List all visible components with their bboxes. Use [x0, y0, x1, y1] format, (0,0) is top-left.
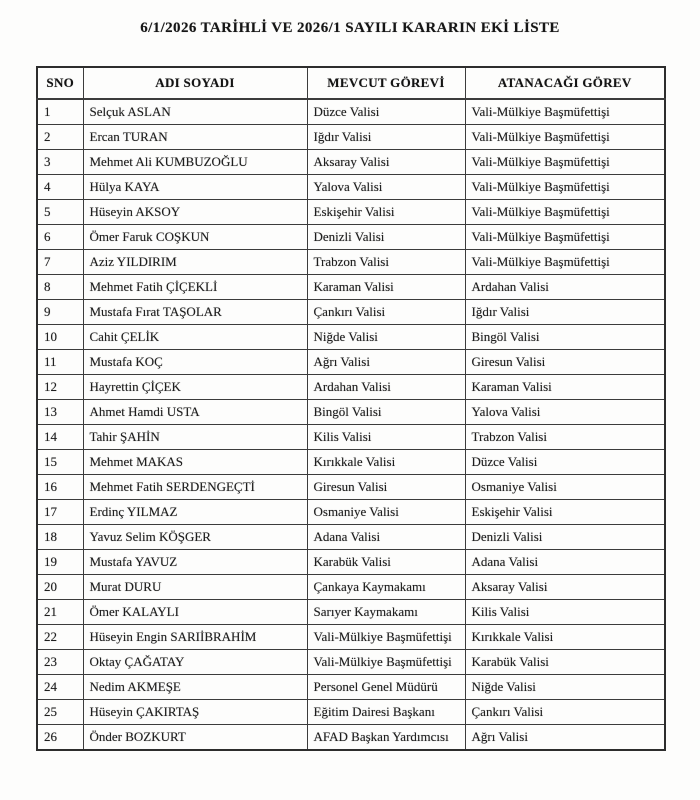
- current-role-cell: Kilis Valisi: [307, 425, 465, 450]
- name-cell: Mehmet MAKAS: [83, 450, 307, 475]
- name-cell: Hüseyin AKSOY: [83, 200, 307, 225]
- table-row: [37, 550, 665, 575]
- assigned-role-cell: Osmaniye Valisi: [465, 475, 665, 500]
- assigned-role-cell: Kilis Valisi: [465, 600, 665, 625]
- current-role-cell: Yalova Valisi: [307, 175, 465, 200]
- row-number-cell: 2: [37, 125, 83, 150]
- assigned-role-cell: Niğde Valisi: [465, 675, 665, 700]
- name-cell: Mehmet Ali KUMBUZOĞLU: [83, 150, 307, 175]
- name-cell: Mustafa KOÇ: [83, 350, 307, 375]
- row-number-cell: 22: [37, 625, 83, 650]
- current-role-cell: Vali-Mülkiye Başmüfettişi: [307, 650, 465, 675]
- table-row: [37, 175, 665, 200]
- assigned-role-cell: Iğdır Valisi: [465, 300, 665, 325]
- name-cell: Tahir ŞAHİN: [83, 425, 307, 450]
- name-cell: Hüseyin ÇAKIRTAŞ: [83, 700, 307, 725]
- current-role-cell: Ağrı Valisi: [307, 350, 465, 375]
- current-role-cell: Karabük Valisi: [307, 550, 465, 575]
- table-row: [37, 150, 665, 175]
- table-row: [37, 275, 665, 300]
- current-role-cell: Sarıyer Kaymakamı: [307, 600, 465, 625]
- table-row: [37, 450, 665, 475]
- row-number-cell: 3: [37, 150, 83, 175]
- name-cell: Murat DURU: [83, 575, 307, 600]
- name-cell: Ahmet Hamdi USTA: [83, 400, 307, 425]
- row-number-cell: 25: [37, 700, 83, 725]
- assigned-role-cell: Vali-Mülkiye Başmüfettişi: [465, 125, 665, 150]
- row-number-cell: 20: [37, 575, 83, 600]
- assigned-role-cell: Düzce Valisi: [465, 450, 665, 475]
- name-cell: Ömer KALAYLI: [83, 600, 307, 625]
- table-row: [37, 500, 665, 525]
- assigned-role-cell: Bingöl Valisi: [465, 325, 665, 350]
- row-number-cell: 26: [37, 725, 83, 751]
- name-cell: Hülya KAYA: [83, 175, 307, 200]
- table-body: [37, 99, 665, 750]
- name-cell: Cahit ÇELİK: [83, 325, 307, 350]
- row-number-cell: 10: [37, 325, 83, 350]
- name-cell: Ömer Faruk COŞKUN: [83, 225, 307, 250]
- name-cell: Yavuz Selim KÖŞGER: [83, 525, 307, 550]
- table-row: [37, 375, 665, 400]
- assigned-role-cell: Kırıkkale Valisi: [465, 625, 665, 650]
- row-number-cell: 19: [37, 550, 83, 575]
- current-role-cell: Düzce Valisi: [307, 99, 465, 125]
- assigned-role-cell: Vali-Mülkiye Başmüfettişi: [465, 225, 665, 250]
- name-cell: Mehmet Fatih ÇİÇEKLİ: [83, 275, 307, 300]
- assigned-role-cell: Vali-Mülkiye Başmüfettişi: [465, 99, 665, 125]
- name-cell: Mehmet Fatih SERDENGEÇTİ: [83, 475, 307, 500]
- name-cell: Mustafa YAVUZ: [83, 550, 307, 575]
- row-number-cell: 9: [37, 300, 83, 325]
- assigned-role-cell: Çankırı Valisi: [465, 700, 665, 725]
- row-number-cell: 11: [37, 350, 83, 375]
- table-row: [37, 200, 665, 225]
- table-row: [37, 225, 665, 250]
- current-role-cell: Çankaya Kaymakamı: [307, 575, 465, 600]
- row-number-cell: 1: [37, 99, 83, 125]
- table-row: [37, 350, 665, 375]
- current-role-cell: Osmaniye Valisi: [307, 500, 465, 525]
- row-number-cell: 7: [37, 250, 83, 275]
- assigned-role-cell: Giresun Valisi: [465, 350, 665, 375]
- row-number-cell: 23: [37, 650, 83, 675]
- current-role-cell: Trabzon Valisi: [307, 250, 465, 275]
- name-cell: Mustafa Fırat TAŞOLAR: [83, 300, 307, 325]
- table-row: [37, 675, 665, 700]
- assigned-role-cell: Yalova Valisi: [465, 400, 665, 425]
- assigned-role-cell: Trabzon Valisi: [465, 425, 665, 450]
- table-row: [37, 425, 665, 450]
- table-row: [37, 650, 665, 675]
- assigned-role-cell: Aksaray Valisi: [465, 575, 665, 600]
- name-cell: Hüseyin Engin SARIİBRAHİM: [83, 625, 307, 650]
- table-row: [37, 300, 665, 325]
- current-role-cell: Karaman Valisi: [307, 275, 465, 300]
- row-number-cell: 16: [37, 475, 83, 500]
- row-number-cell: 18: [37, 525, 83, 550]
- current-role-cell: Aksaray Valisi: [307, 150, 465, 175]
- name-cell: Hayrettin ÇİÇEK: [83, 375, 307, 400]
- name-cell: Erdinç YILMAZ: [83, 500, 307, 525]
- row-number-cell: 8: [37, 275, 83, 300]
- table-row: [37, 575, 665, 600]
- document-title: 6/1/2026 TARİHLİ VE 2026/1 SAYILI KARARIN EKİ LİSTE: [140, 20, 560, 36]
- table-row: [37, 250, 665, 275]
- header-assigned-role: ATANACAĞI GÖREV: [465, 67, 665, 99]
- header-current-role: MEVCUT GÖREVİ: [307, 67, 465, 99]
- current-role-cell: Eskişehir Valisi: [307, 200, 465, 225]
- name-cell: Selçuk ASLAN: [83, 99, 307, 125]
- table-row: [37, 725, 665, 751]
- assigned-role-cell: Adana Valisi: [465, 550, 665, 575]
- name-cell: Ercan TURAN: [83, 125, 307, 150]
- table-header-row: [37, 67, 665, 99]
- current-role-cell: Eğitim Dairesi Başkanı: [307, 700, 465, 725]
- table-row: [37, 99, 665, 125]
- table-row: [37, 400, 665, 425]
- assigned-role-cell: Eskişehir Valisi: [465, 500, 665, 525]
- name-cell: Nedim AKMEŞE: [83, 675, 307, 700]
- current-role-cell: Vali-Mülkiye Başmüfettişi: [307, 625, 465, 650]
- current-role-cell: Bingöl Valisi: [307, 400, 465, 425]
- assigned-role-cell: Vali-Mülkiye Başmüfettişi: [465, 250, 665, 275]
- row-number-cell: 15: [37, 450, 83, 475]
- assigned-role-cell: Karabük Valisi: [465, 650, 665, 675]
- row-number-cell: 4: [37, 175, 83, 200]
- current-role-cell: Çankırı Valisi: [307, 300, 465, 325]
- header-name: ADI SOYADI: [83, 67, 307, 99]
- current-role-cell: Ardahan Valisi: [307, 375, 465, 400]
- assigned-role-cell: Vali-Mülkiye Başmüfettişi: [465, 175, 665, 200]
- assigned-role-cell: Denizli Valisi: [465, 525, 665, 550]
- assigned-role-cell: Vali-Mülkiye Başmüfettişi: [465, 150, 665, 175]
- row-number-cell: 14: [37, 425, 83, 450]
- table-row: [37, 125, 665, 150]
- row-number-cell: 5: [37, 200, 83, 225]
- current-role-cell: Denizli Valisi: [307, 225, 465, 250]
- table-row: [37, 700, 665, 725]
- table-row: [37, 475, 665, 500]
- assigned-role-cell: Vali-Mülkiye Başmüfettişi: [465, 200, 665, 225]
- assigned-role-cell: Karaman Valisi: [465, 375, 665, 400]
- row-number-cell: 17: [37, 500, 83, 525]
- current-role-cell: Niğde Valisi: [307, 325, 465, 350]
- row-number-cell: 12: [37, 375, 83, 400]
- current-role-cell: Kırıkkale Valisi: [307, 450, 465, 475]
- table-row: [37, 325, 665, 350]
- current-role-cell: Personel Genel Müdürü: [307, 675, 465, 700]
- name-cell: Önder BOZKURT: [83, 725, 307, 751]
- assigned-role-cell: Ağrı Valisi: [465, 725, 665, 751]
- current-role-cell: Adana Valisi: [307, 525, 465, 550]
- row-number-cell: 24: [37, 675, 83, 700]
- row-number-cell: 21: [37, 600, 83, 625]
- appointment-table: [36, 66, 666, 751]
- assigned-role-cell: Ardahan Valisi: [465, 275, 665, 300]
- current-role-cell: Iğdır Valisi: [307, 125, 465, 150]
- row-number-cell: 13: [37, 400, 83, 425]
- name-cell: Aziz YILDIRIM: [83, 250, 307, 275]
- current-role-cell: Giresun Valisi: [307, 475, 465, 500]
- table-header: [37, 67, 665, 99]
- table-row: [37, 600, 665, 625]
- header-sno: SNO: [37, 67, 83, 99]
- table-row: [37, 625, 665, 650]
- table-row: [37, 525, 665, 550]
- current-role-cell: AFAD Başkan Yardımcısı: [307, 725, 465, 751]
- name-cell: Oktay ÇAĞATAY: [83, 650, 307, 675]
- row-number-cell: 6: [37, 225, 83, 250]
